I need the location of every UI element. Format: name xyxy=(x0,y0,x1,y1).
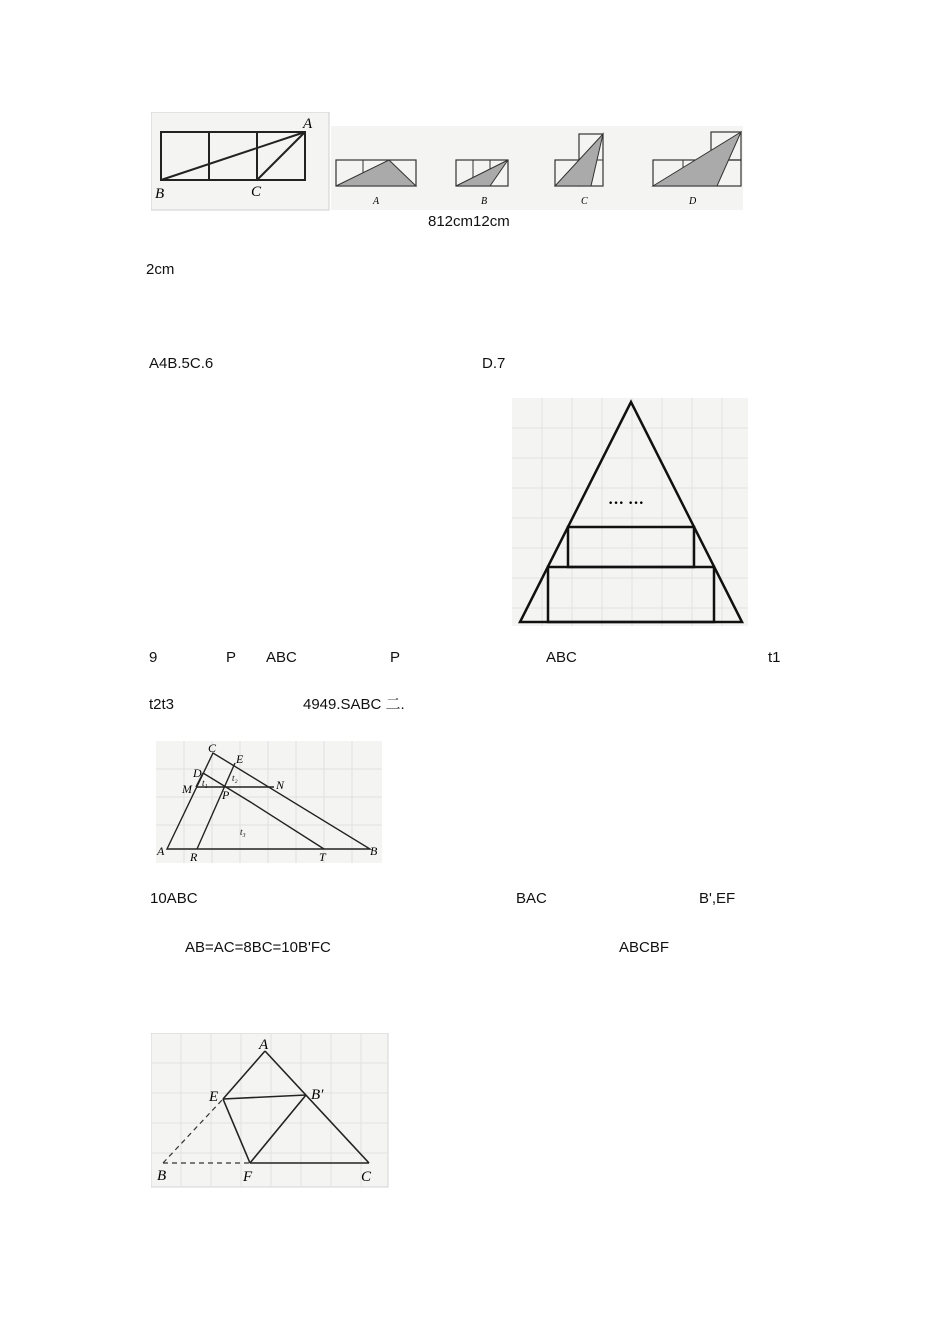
dimensions-text: 812cm12cm xyxy=(428,213,510,230)
q10-number: 10ABC xyxy=(150,890,198,907)
q9-p1: P xyxy=(226,649,237,666)
label-b: B xyxy=(155,186,165,202)
unit-text: 2cm xyxy=(146,261,175,278)
label-t2: t₂ xyxy=(232,773,238,783)
label-c: C xyxy=(251,184,262,200)
label-b: B xyxy=(157,1168,167,1184)
label-t1: t₁ xyxy=(202,778,208,788)
option-b-label: B xyxy=(481,196,488,207)
q9-t2t3: t2t3 xyxy=(149,696,175,713)
q9-p2: P xyxy=(390,649,401,666)
label-m: M xyxy=(182,782,192,796)
q9-number: 9 xyxy=(149,649,158,666)
label-p: P xyxy=(222,788,230,802)
option-c-label: C xyxy=(581,196,588,207)
label-a: A xyxy=(157,844,165,858)
figure-folded-triangle xyxy=(151,1033,391,1189)
label-c: C xyxy=(208,741,217,755)
label-t: T xyxy=(319,850,326,864)
label-d: D xyxy=(193,766,202,780)
figure-rectangles xyxy=(151,112,746,212)
label-b-prime: B′ xyxy=(311,1087,324,1103)
choice-d: D.7 xyxy=(482,355,506,372)
label-t3: t₃ xyxy=(240,827,246,837)
figure-triangle-point-p xyxy=(156,741,384,865)
label-e: E xyxy=(209,1089,219,1105)
ellipsis-dots: ··· ··· xyxy=(608,495,645,512)
q10-given: AB=AC=8BC=10B'FC xyxy=(185,939,331,956)
choices-abc: A4B.5C.6 xyxy=(149,355,214,372)
label-e: E xyxy=(236,752,244,766)
q9-abc1: ABC xyxy=(266,649,297,666)
q9-abc2: ABC xyxy=(546,649,577,666)
label-r: R xyxy=(190,850,198,864)
label-b: B xyxy=(370,844,378,858)
label-f: F xyxy=(243,1169,253,1185)
q9-t1: t1 xyxy=(768,649,781,666)
q10-bac: BAC xyxy=(516,890,547,907)
option-a-label: A xyxy=(373,196,380,207)
label-a: A xyxy=(303,116,313,132)
figure-triangle-rectangles xyxy=(512,396,752,628)
label-c: C xyxy=(361,1169,372,1185)
label-n: N xyxy=(276,778,285,792)
q9-area: 4949.SABC 二. xyxy=(303,696,405,713)
q10-bef: B',EF xyxy=(699,890,736,907)
q10-find: ABCBF xyxy=(619,939,670,956)
option-d-label: D xyxy=(689,196,697,207)
label-a: A xyxy=(259,1037,269,1053)
